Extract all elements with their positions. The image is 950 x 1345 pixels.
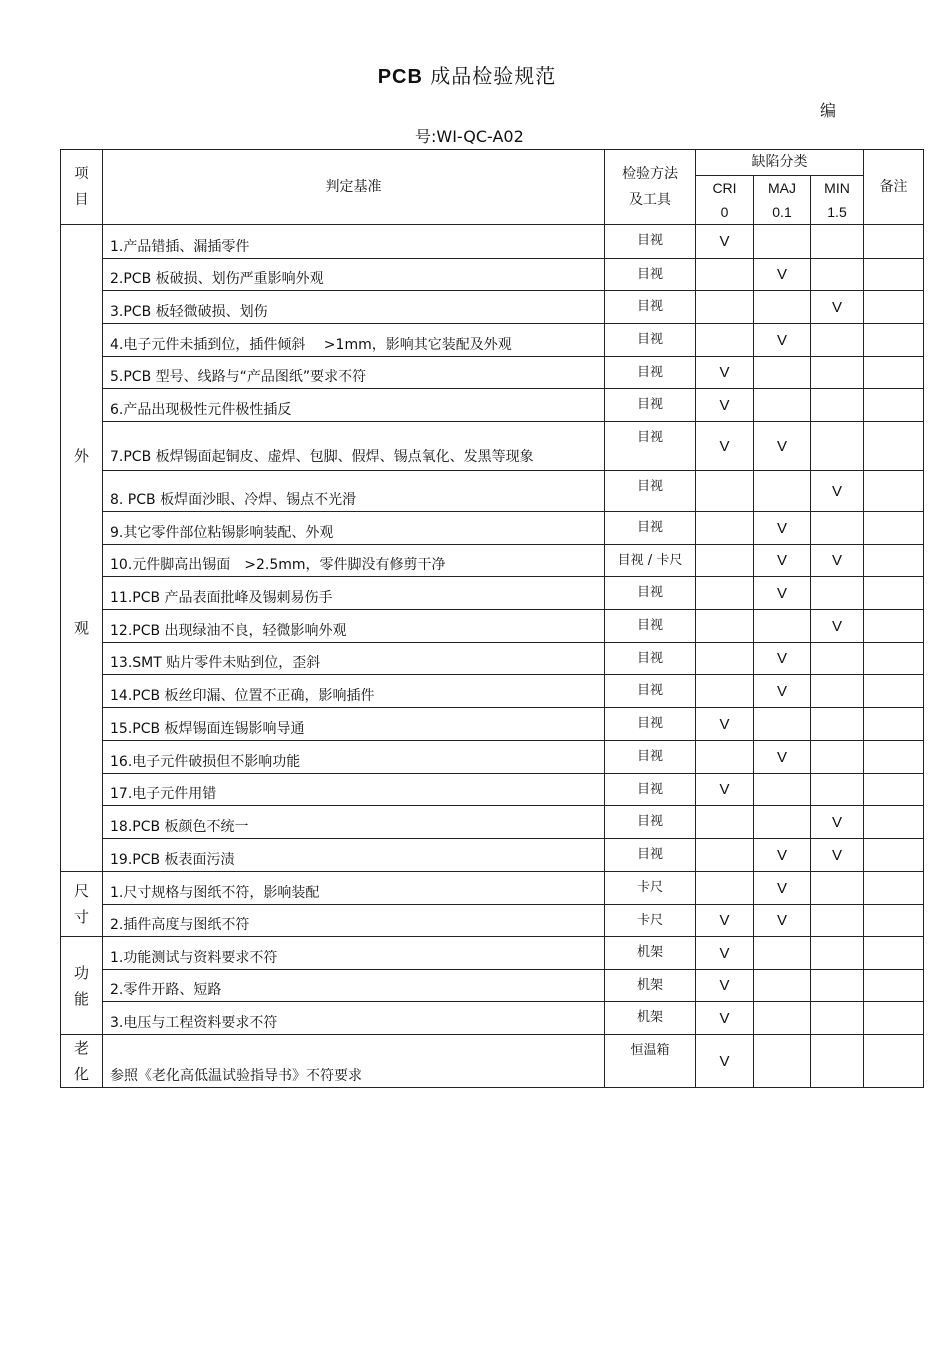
cri-mark — [696, 806, 754, 839]
method-cell: 目视 — [605, 675, 696, 708]
remark-cell — [864, 774, 924, 806]
category-aging: 老化 — [61, 1035, 103, 1088]
remark-cell — [864, 324, 924, 357]
criteria-cell: 11.PCB 产品表面批峰及锡刺易伤手 — [103, 577, 605, 610]
remark-cell — [864, 1035, 924, 1088]
method-cell: 目视 — [605, 259, 696, 291]
criteria-cell: 3.PCB 板轻微破损、划伤 — [103, 291, 605, 324]
min-mark — [811, 937, 864, 970]
criteria-cell: 10.元件脚高出锡面 >2.5mm，零件脚没有修剪干净 — [103, 545, 605, 577]
method-cell: 目视 — [605, 774, 696, 806]
header-method: 检验方法及工具 — [605, 150, 696, 225]
remark-cell — [864, 937, 924, 970]
min-mark — [811, 512, 864, 545]
min-mark: V — [811, 610, 864, 643]
remark-cell — [864, 872, 924, 905]
remark-cell — [864, 291, 924, 324]
remark-cell — [864, 643, 924, 675]
method-cell: 目视 — [605, 643, 696, 675]
min-mark — [811, 225, 864, 259]
maj-mark — [754, 225, 811, 259]
method-cell: 机架 — [605, 937, 696, 970]
table-row — [61, 291, 924, 324]
maj-mark: V — [754, 545, 811, 577]
min-mark: V — [811, 545, 864, 577]
cri-mark — [696, 259, 754, 291]
method-cell: 机架 — [605, 970, 696, 1002]
min-mark — [811, 741, 864, 774]
min-mark — [811, 872, 864, 905]
table-row — [61, 774, 924, 806]
method-cell: 目视 — [605, 291, 696, 324]
header-maj: MAJ 0.1 — [754, 176, 811, 225]
table-row — [61, 225, 924, 259]
remark-cell — [864, 512, 924, 545]
remark-cell — [864, 357, 924, 389]
maj-mark: V — [754, 741, 811, 774]
category-appearance: 外观 — [61, 225, 103, 872]
min-mark — [811, 905, 864, 937]
criteria-cell: 9.其它零件部位粘锡影响装配、外观 — [103, 512, 605, 545]
method-cell: 目视 — [605, 610, 696, 643]
maj-mark: V — [754, 512, 811, 545]
cri-mark: V — [696, 422, 754, 471]
criteria-cell: 1.产品错插、漏插零件 — [103, 225, 605, 259]
category-size: 尺寸 — [61, 872, 103, 937]
header-criteria: 判定基准 — [103, 150, 605, 225]
min-mark — [811, 675, 864, 708]
method-cell: 目视 — [605, 357, 696, 389]
maj-mark — [754, 937, 811, 970]
criteria-cell: 4.电子元件未插到位，插件倾斜 >1mm，影响其它装配及外观 — [103, 324, 605, 357]
remark-cell — [864, 741, 924, 774]
min-mark — [811, 324, 864, 357]
maj-mark: V — [754, 905, 811, 937]
maj-mark — [754, 357, 811, 389]
remark-cell — [864, 806, 924, 839]
maj-mark — [754, 970, 811, 1002]
cri-mark — [696, 512, 754, 545]
header-cri: CRI 0 — [696, 176, 754, 225]
table-row — [61, 357, 924, 389]
maj-mark: V — [754, 643, 811, 675]
cri-mark — [696, 839, 754, 872]
method-cell: 卡尺 — [605, 872, 696, 905]
method-cell: 目视 — [605, 324, 696, 357]
method-cell: 目视 — [605, 839, 696, 872]
method-cell: 目视 — [605, 806, 696, 839]
cri-mark: V — [696, 1002, 754, 1035]
remark-cell — [864, 708, 924, 741]
table-row — [61, 806, 924, 839]
category-function: 功能 — [61, 937, 103, 1035]
min-mark — [811, 422, 864, 471]
remark-cell — [864, 225, 924, 259]
table-row — [61, 970, 924, 1002]
cri-mark: V — [696, 225, 754, 259]
maj-mark — [754, 774, 811, 806]
method-cell: 恒温箱 — [605, 1035, 696, 1088]
method-cell: 目视 — [605, 741, 696, 774]
doc-number-label: 编 — [820, 101, 837, 120]
maj-mark: V — [754, 324, 811, 357]
min-mark — [811, 1002, 864, 1035]
remark-cell — [864, 259, 924, 291]
criteria-cell: 3.电压与工程资料要求不符 — [103, 1002, 605, 1035]
remark-cell — [864, 675, 924, 708]
table-row — [61, 643, 924, 675]
header-min: MIN 1.5 — [811, 176, 864, 225]
table-row — [61, 872, 924, 905]
cri-mark — [696, 545, 754, 577]
criteria-cell: 6.产品出现极性元件极性插反 — [103, 389, 605, 422]
criteria-cell: 16.电子元件破损但不影响功能 — [103, 741, 605, 774]
cri-mark — [696, 291, 754, 324]
document-title: PCB 成品检验规范 — [377, 64, 557, 88]
criteria-cell: 2.PCB 板破损、划伤严重影响外观 — [103, 259, 605, 291]
method-cell: 目视 — [605, 512, 696, 545]
maj-mark — [754, 610, 811, 643]
min-mark — [811, 643, 864, 675]
method-cell: 目视 — [605, 577, 696, 610]
maj-mark: V — [754, 422, 811, 471]
cri-mark — [696, 471, 754, 512]
method-cell: 目视 — [605, 225, 696, 259]
cri-mark: V — [696, 708, 754, 741]
inspection-table — [60, 149, 924, 1088]
table-row — [61, 741, 924, 774]
cri-mark: V — [696, 389, 754, 422]
remark-cell — [864, 610, 924, 643]
criteria-cell: 2.零件开路、短路 — [103, 970, 605, 1002]
cri-mark — [696, 741, 754, 774]
table-row — [61, 675, 924, 708]
min-mark — [811, 774, 864, 806]
remark-cell — [864, 839, 924, 872]
criteria-cell: 参照《老化高低温试验指导书》不符要求 — [103, 1035, 605, 1088]
criteria-cell: 7.PCB 板焊锡面起铜皮、虚焊、包脚、假焊、锡点氧化、发黑等现象 — [103, 422, 605, 471]
criteria-cell: 1.尺寸规格与图纸不符，影响装配 — [103, 872, 605, 905]
remark-cell — [864, 577, 924, 610]
method-cell: 目视 — [605, 708, 696, 741]
criteria-cell: 14.PCB 板丝印漏、位置不正确，影响插件 — [103, 675, 605, 708]
maj-mark — [754, 806, 811, 839]
maj-mark — [754, 389, 811, 422]
criteria-cell: 12.PCB 出现绿油不良，轻微影响外观 — [103, 610, 605, 643]
maj-mark: V — [754, 259, 811, 291]
cri-mark — [696, 643, 754, 675]
method-cell: 目视 — [605, 389, 696, 422]
cri-mark: V — [696, 357, 754, 389]
criteria-cell: 17.电子元件用错 — [103, 774, 605, 806]
min-mark — [811, 259, 864, 291]
remark-cell — [864, 471, 924, 512]
min-mark — [811, 577, 864, 610]
maj-mark — [754, 471, 811, 512]
remark-cell — [864, 970, 924, 1002]
method-cell: 机架 — [605, 1002, 696, 1035]
min-mark — [811, 357, 864, 389]
cri-mark — [696, 610, 754, 643]
table-row — [61, 1035, 924, 1088]
cri-mark: V — [696, 774, 754, 806]
min-mark: V — [811, 291, 864, 324]
cri-mark: V — [696, 937, 754, 970]
min-mark — [811, 970, 864, 1002]
table-row — [61, 545, 924, 577]
min-mark: V — [811, 471, 864, 512]
criteria-cell: 8. PCB 板焊面沙眼、冷焊、锡点不光滑 — [103, 471, 605, 512]
min-mark: V — [811, 839, 864, 872]
table-row — [61, 708, 924, 741]
cri-mark: V — [696, 1035, 754, 1088]
table-row — [61, 259, 924, 291]
doc-number: 号:WI-QC-A02 — [415, 127, 524, 146]
table-row — [61, 577, 924, 610]
table-row — [61, 839, 924, 872]
method-cell: 卡尺 — [605, 905, 696, 937]
min-mark — [811, 1035, 864, 1088]
cri-mark — [696, 872, 754, 905]
method-cell: 目视 — [605, 422, 696, 471]
criteria-cell: 15.PCB 板焊锡面连锡影响导通 — [103, 708, 605, 741]
maj-mark — [754, 1035, 811, 1088]
min-mark: V — [811, 806, 864, 839]
maj-mark: V — [754, 872, 811, 905]
table-row — [61, 937, 924, 970]
criteria-cell: 19.PCB 板表面污渍 — [103, 839, 605, 872]
table-row — [61, 1002, 924, 1035]
header-defect-class: 缺陷分类 — [696, 150, 864, 176]
table-row — [61, 324, 924, 357]
maj-mark — [754, 708, 811, 741]
criteria-cell: 13.SMT 贴片零件未贴到位，歪斜 — [103, 643, 605, 675]
maj-mark: V — [754, 577, 811, 610]
table-row — [61, 471, 924, 512]
maj-mark — [754, 291, 811, 324]
maj-mark — [754, 1002, 811, 1035]
remark-cell — [864, 422, 924, 471]
method-cell: 目视 — [605, 471, 696, 512]
criteria-cell: 2.插件高度与图纸不符 — [103, 905, 605, 937]
criteria-cell: 1.功能测试与资料要求不符 — [103, 937, 605, 970]
table-row — [61, 512, 924, 545]
cri-mark — [696, 577, 754, 610]
cri-mark: V — [696, 905, 754, 937]
header-remark: 备注 — [864, 150, 924, 225]
remark-cell — [864, 389, 924, 422]
header-item: 项目 — [61, 150, 103, 225]
maj-mark: V — [754, 675, 811, 708]
cri-mark — [696, 324, 754, 357]
table-row — [61, 610, 924, 643]
remark-cell — [864, 545, 924, 577]
method-cell: 目视 / 卡尺 — [605, 545, 696, 577]
table-row — [61, 422, 924, 471]
min-mark — [811, 389, 864, 422]
table-row — [61, 905, 924, 937]
maj-mark: V — [754, 839, 811, 872]
header-row — [61, 150, 924, 176]
criteria-cell: 18.PCB 板颜色不统一 — [103, 806, 605, 839]
min-mark — [811, 708, 864, 741]
remark-cell — [864, 1002, 924, 1035]
cri-mark: V — [696, 970, 754, 1002]
remark-cell — [864, 905, 924, 937]
table-row — [61, 389, 924, 422]
cri-mark — [696, 675, 754, 708]
criteria-cell: 5.PCB 型号、线路与“产品图纸”要求不符 — [103, 357, 605, 389]
